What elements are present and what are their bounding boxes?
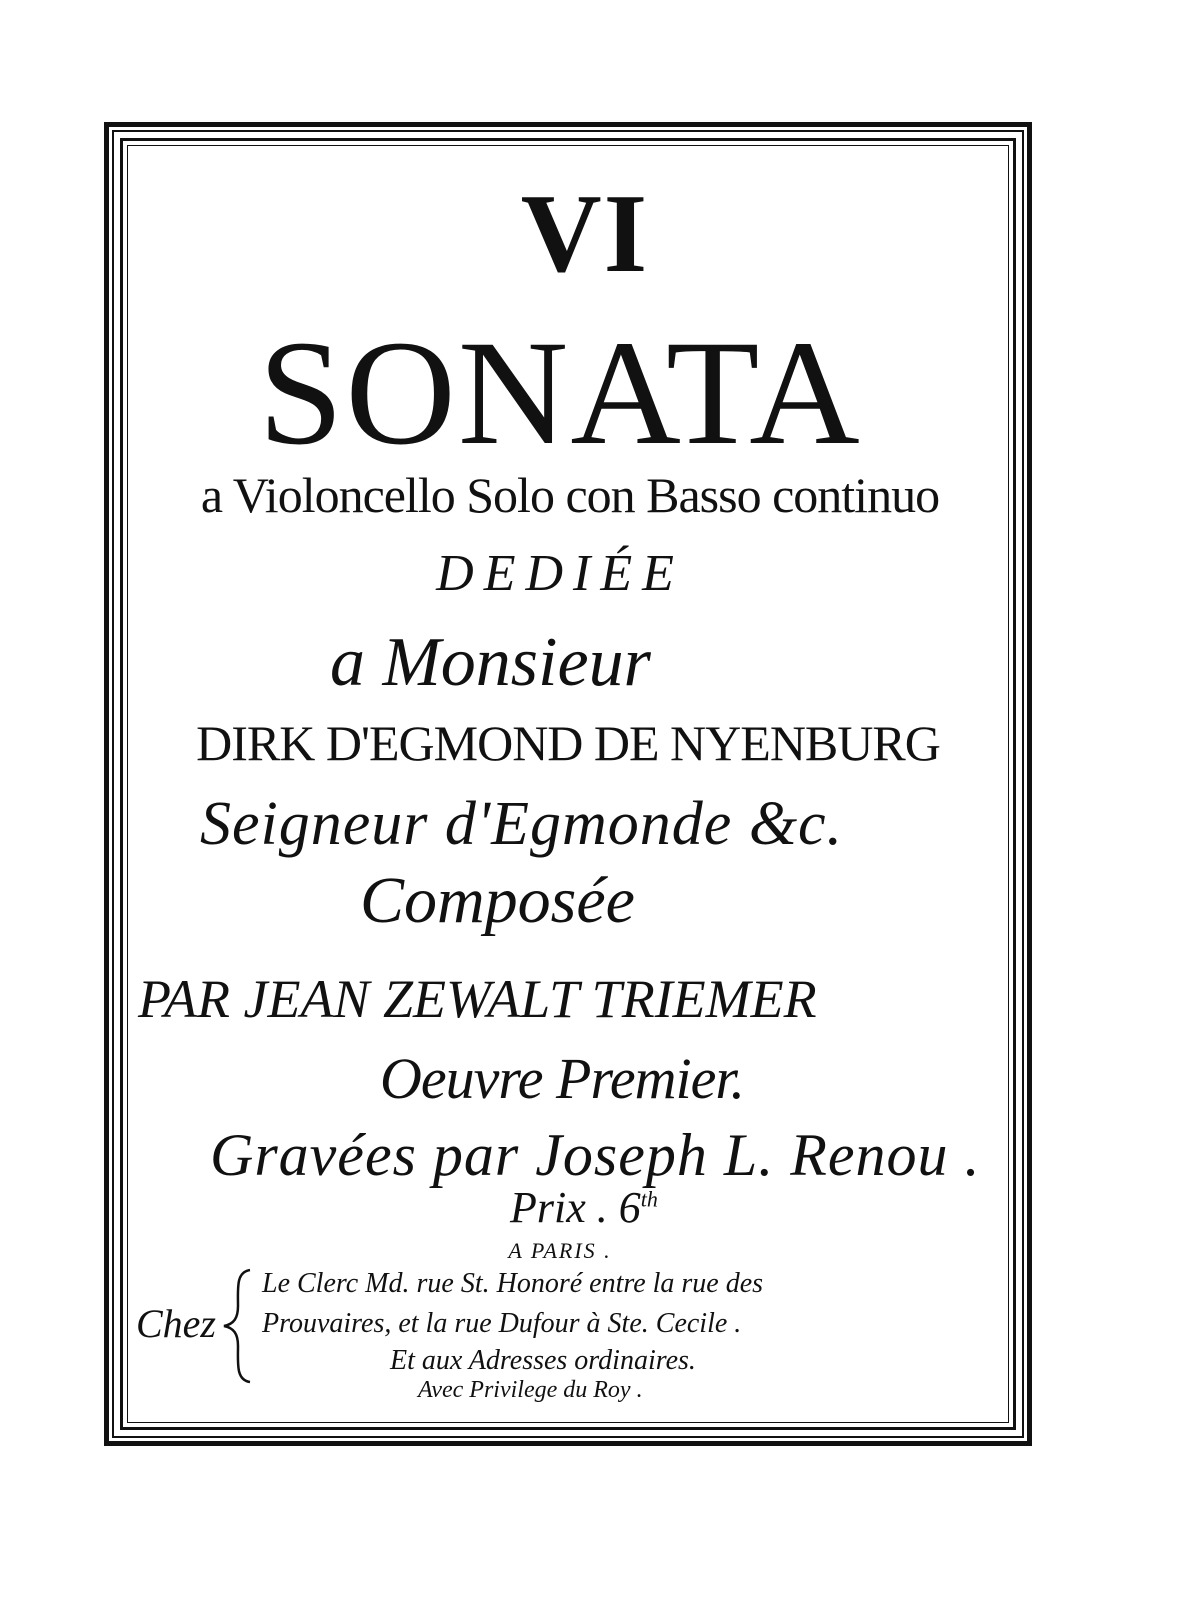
main-title: SONATA — [258, 310, 862, 476]
royal-privilege: Avec Privilege du Roy . — [418, 1377, 643, 1403]
address-line-2: Prouvaires, et la rue Dufour à Ste. Cecile . — [262, 1308, 742, 1339]
price — [510, 1183, 740, 1232]
dedicatee-title: Seigneur d'Egmonde &c. — [200, 790, 844, 858]
address-line-1: Le Clerc Md. rue St. Honoré entre la rue des — [262, 1268, 764, 1299]
dedication-word: DEDIÉE — [436, 545, 684, 602]
imprint-chez: Chez — [136, 1301, 216, 1346]
imprint-city: A PARIS . — [508, 1238, 612, 1263]
curly-brace-icon — [216, 1266, 260, 1386]
address-line-3: Et aux Adresses ordinaires. — [390, 1345, 696, 1376]
composed-by: Composée — [360, 864, 635, 937]
price-unit: th — [640, 1186, 658, 1212]
price-text: Prix . 6 — [510, 1183, 641, 1232]
composer-name: PAR JEAN ZEWALT TRIEMER — [138, 969, 817, 1029]
engraver-credit: Gravées par Joseph L. Renou . — [210, 1122, 981, 1188]
volume-number: VI — [520, 172, 650, 296]
dedicatee-name: DIRK D'EGMOND DE NYENBURG — [196, 715, 940, 771]
opus-number: Oeuvre Premier. — [380, 1046, 745, 1111]
subtitle: a Violoncello Solo con Basso continuo — [200, 467, 940, 523]
addressee: a Monsieur — [330, 624, 651, 701]
